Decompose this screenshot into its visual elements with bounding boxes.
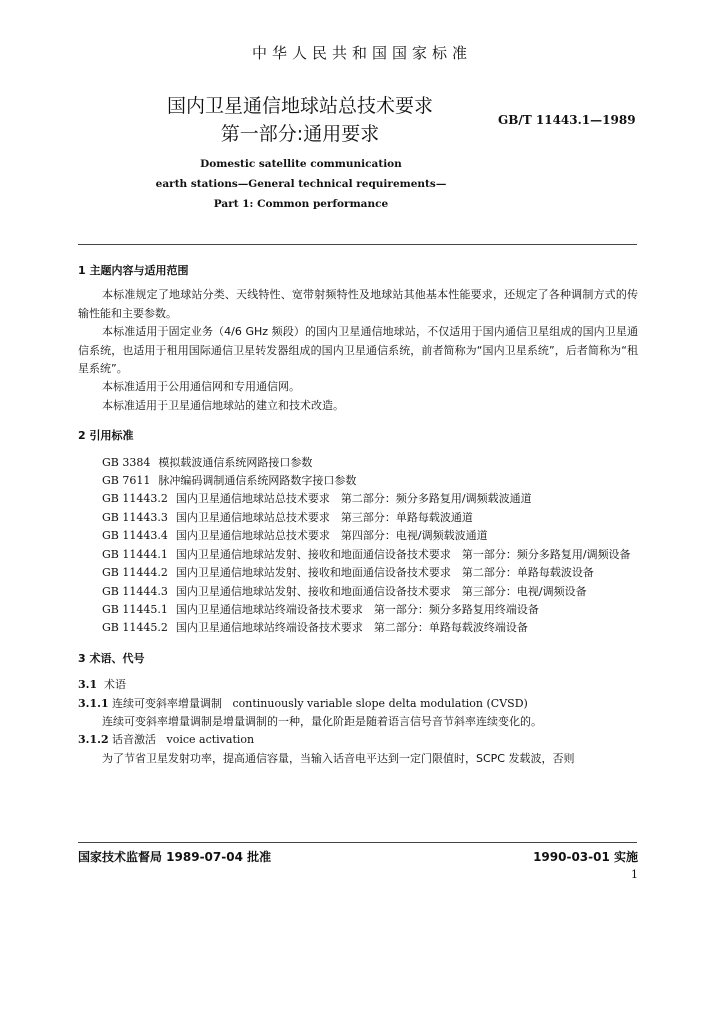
term-number: 3.1.1 <box>78 696 109 710</box>
reference-title: 国内卫星通信地球站终端设备技术要求 第一部分：频分多路复用终端设备 <box>175 602 539 616</box>
document-title-line1: 国内卫星通信地球站总技术要求 <box>166 95 433 117</box>
reference-item <box>78 490 638 508</box>
effective-date: 1990-03-01 实施 <box>533 850 638 864</box>
reference-title: 国内卫星通信地球站总技术要求 第二部分：频分多路复用/调频载波通道 <box>175 492 532 506</box>
reference-item <box>78 527 638 545</box>
reference-item <box>78 546 638 564</box>
term-heading <box>78 731 638 749</box>
term-english: voice activation <box>166 733 255 747</box>
reference-item <box>78 564 638 582</box>
paragraph: 本标准适用于卫星通信地球站的建立和技术改造。 <box>102 398 344 412</box>
reference-item <box>78 619 638 637</box>
term-chinese: 连续可变斜率增量调制 <box>112 696 222 710</box>
reference-code: GB 11443.2 <box>102 492 168 506</box>
reference-title: 国内卫星通信地球站发射、接收和地面通信设备技术要求 第二部分：单路每载波设备 <box>175 566 594 580</box>
reference-title: 脉冲编码调制通信系统网路数字接口参数 <box>158 474 357 488</box>
standard-code: GB/T 11443.1—1989 <box>498 113 636 127</box>
term-chinese: 话音激活 <box>112 733 156 747</box>
reference-title: 模拟载波通信系统网路接口参数 <box>158 455 313 469</box>
english-title-line3: Part 1: Common performance <box>213 198 389 210</box>
reference-code: GB 11444.2 <box>102 566 168 580</box>
document-title-line2: 第一部分:通用要求 <box>220 123 380 145</box>
section-heading-references: 2 引用标准 <box>78 429 134 443</box>
section-heading-terms: 3 术语、代号 <box>78 651 145 665</box>
reference-code: GB 11445.2 <box>102 621 168 635</box>
page-number: 1 <box>631 868 638 881</box>
term-english: continuously variable slope delta modulation (CVSD) <box>232 696 528 710</box>
reference-item <box>78 472 638 490</box>
reference-item <box>78 454 638 472</box>
document-body <box>78 262 638 768</box>
reference-title: 国内卫星通信地球站发射、接收和地面通信设备技术要求 第三部分：电视/调频设备 <box>175 584 587 598</box>
subsection-number: 3.1 <box>78 678 98 692</box>
approval-date: 国家技术监督局 1989-07-04 批准 <box>78 850 272 864</box>
english-title-line1: Domestic satellite communication <box>200 158 402 170</box>
reference-title: 国内卫星通信地球站终端设备技术要求 第二部分：单路每载波终端设备 <box>175 621 528 635</box>
reference-code: GB 11444.3 <box>102 584 168 598</box>
reference-title: 国内卫星通信地球站发射、接收和地面通信设备技术要求 第一部分：频分多路复用/调频设备 <box>175 547 631 561</box>
footer-divider <box>78 842 637 843</box>
paragraph: 本标准适用于公用通信网和专用通信网。 <box>102 380 300 394</box>
subsection-terms <box>78 676 638 694</box>
reference-item <box>78 509 638 527</box>
reference-code: GB 3384 <box>102 455 151 469</box>
section-heading-scope: 1 主题内容与适用范围 <box>78 264 189 277</box>
paragraph: 本标准规定了地球站分类、天线特性、宽带射频特性及地球站其他基本性能要求，还规定了各种调制方式的传输性能和主要参数。 <box>78 288 638 320</box>
issuing-country-header: 中华人民共和国国家标准 <box>251 44 472 62</box>
paragraph: 本标准适用于固定业务（4/6 GHz 频段）的国内卫星通信地球站，不仅适用于国内通信卫星组成的国内卫星通信系统，也适用于租用国际通信卫星转发器组成的国内卫星通信系统，前者简称为“国内卫星系统”，后者简称为“租星系统”。 <box>78 325 638 376</box>
header-divider <box>78 244 637 245</box>
reference-title: 国内卫星通信地球站总技术要求 第三部分：单路每载波通道 <box>175 510 473 524</box>
reference-title: 国内卫星通信地球站总技术要求 第四部分：电视/调频载波通道 <box>175 529 488 543</box>
reference-item <box>78 583 638 601</box>
reference-code: GB 11443.4 <box>102 529 168 543</box>
reference-item <box>78 601 638 619</box>
term-number: 3.1.2 <box>78 733 109 747</box>
term-definition: 连续可变斜率增量调制是增量调制的一种，量化阶距是随着语言信号音节斜率连续变化的。 <box>102 714 542 728</box>
term-heading <box>78 695 638 713</box>
reference-code: GB 11444.1 <box>102 547 168 561</box>
english-title-line2: earth stations—General technical requirements— <box>155 178 447 190</box>
reference-code: GB 11443.3 <box>102 510 168 524</box>
reference-list <box>78 454 638 638</box>
reference-code: GB 7611 <box>102 474 151 488</box>
subsection-title: 术语 <box>104 678 126 692</box>
term-definition: 为了节省卫星发射功率，提高通信容量，当输入话音电平达到一定门限值时，SCPC 发载波，否则 <box>102 751 575 765</box>
reference-code: GB 11445.1 <box>102 602 168 616</box>
